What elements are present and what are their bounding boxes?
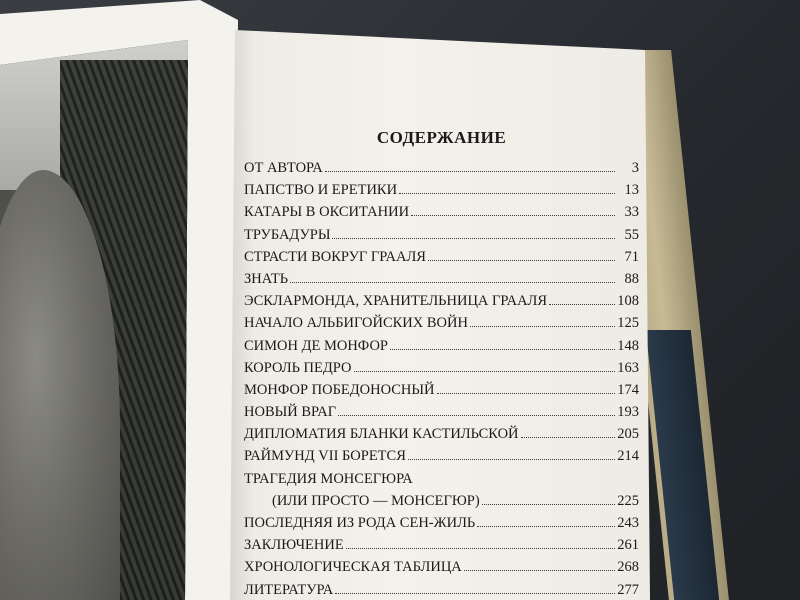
toc-entry <box>244 312 639 334</box>
dot-leader <box>399 193 615 194</box>
toc-entry-page: 55 <box>624 226 639 243</box>
toc-entry-title: ЭСКЛАРМОНДА, ХРАНИТЕЛЬНИЦА ГРААЛЯ <box>244 293 548 310</box>
toc-entry <box>244 423 639 445</box>
toc-entry <box>244 468 639 490</box>
toc-entry-page: 163 <box>617 359 639 376</box>
dot-leader <box>290 282 615 283</box>
toc-entry <box>244 401 639 423</box>
toc-entry-page: 13 <box>624 182 639 199</box>
toc-entry-title: СИМОН ДЕ МОНФОР <box>244 337 388 354</box>
toc-entry-title: ТРАГЕДИЯ МОНСЕГЮРА <box>244 470 413 487</box>
toc-entry <box>244 357 639 379</box>
toc-entry <box>244 290 639 312</box>
toc-entry-page: 261 <box>617 537 639 554</box>
toc-entry <box>244 246 639 268</box>
toc-entry-page: 225 <box>617 492 639 509</box>
dot-leader <box>411 215 615 216</box>
toc-entry-page: 33 <box>624 204 639 221</box>
toc-entry <box>244 534 639 556</box>
toc-entry-title: ТРУБАДУРЫ <box>244 226 331 243</box>
toc-entry <box>244 201 639 223</box>
toc-entry <box>244 556 639 578</box>
toc-entry-title: ЛИТЕРАТУРА <box>244 581 334 598</box>
toc-entry <box>244 224 639 246</box>
dot-leader <box>428 260 615 261</box>
toc-entry <box>244 379 639 401</box>
toc-entry-title: НОВЫЙ ВРАГ <box>244 404 337 421</box>
toc-entry-title: КОРОЛЬ ПЕДРО <box>244 359 352 376</box>
toc-entry-title: РАЙМУНД VII БОРЕТСЯ <box>244 448 406 465</box>
toc-entry-title: ПАПСТВО И ЕРЕТИКИ <box>244 182 398 199</box>
toc-entry <box>244 579 639 600</box>
toc-entry-page: 214 <box>617 448 639 465</box>
dot-leader <box>470 326 615 327</box>
dot-leader <box>325 171 615 172</box>
dot-leader <box>346 548 615 549</box>
toc-entry <box>244 445 639 467</box>
toc-entry-continuation <box>244 490 639 512</box>
toc-entry-title: КАТАРЫ В ОКСИТАНИИ <box>244 204 410 221</box>
toc-entry-page: 88 <box>624 270 639 287</box>
toc-entry-title: ЗНАТЬ <box>244 270 289 287</box>
toc-entry <box>244 335 639 357</box>
toc-entry-title: ОТ АВТОРА <box>244 160 323 176</box>
toc-entry-page: 205 <box>617 426 639 443</box>
toc-entry-title: (ИЛИ ПРОСТО — МОНСЕГЮР) <box>272 492 480 509</box>
dot-leader <box>464 570 615 571</box>
stone-photo <box>0 40 190 600</box>
dot-leader <box>521 437 615 438</box>
toc-entry <box>244 268 639 290</box>
dot-leader <box>477 526 615 527</box>
dot-leader <box>354 371 616 372</box>
toc-heading: СОДЕРЖАНИЕ <box>376 128 507 147</box>
toc-entry <box>244 512 639 534</box>
toc-entry-page: 174 <box>617 381 639 398</box>
dot-leader <box>482 504 615 505</box>
toc-entry <box>244 179 639 201</box>
toc-entry-title: ПОСЛЕДНЯЯ ИЗ РОДА СЕН-ЖИЛЬ <box>244 515 476 531</box>
toc-entry-page: 71 <box>624 248 639 265</box>
toc-entry-title: ДИПЛОМАТИЯ БЛАНКИ КАСТИЛЬСКОЙ <box>244 426 519 443</box>
toc-entry-page: 277 <box>617 581 639 598</box>
dot-leader <box>437 393 616 394</box>
toc-entry-title: СТРАСТИ ВОКРУГ ГРААЛЯ <box>244 248 426 265</box>
dot-leader <box>390 349 615 350</box>
toc-entry-title: ЗАКЛЮЧЕНИЕ <box>244 537 344 554</box>
toc-entry-page: 243 <box>617 515 639 531</box>
toc-entry-page: 148 <box>617 337 639 354</box>
toc-entry-page: 125 <box>617 315 639 332</box>
dot-leader <box>335 593 615 594</box>
toc-entry-title: МОНФОР ПОБЕДОНОСНЫЙ <box>244 381 435 398</box>
toc-entry-title: ХРОНОЛОГИЧЕСКАЯ ТАБЛИЦА <box>244 559 462 576</box>
toc-entry-title: НАЧАЛО АЛЬБИГОЙСКИХ ВОЙН <box>244 315 468 332</box>
table-of-contents <box>244 128 639 600</box>
toc-list <box>244 157 639 600</box>
toc-entry-page: 3 <box>631 160 639 176</box>
dot-leader <box>408 459 615 460</box>
toc-entry-page: 193 <box>617 404 639 421</box>
toc-entry-page: 268 <box>617 559 639 576</box>
dot-leader <box>338 415 615 416</box>
dot-leader <box>332 238 615 239</box>
toc-entry-page: 108 <box>617 293 639 310</box>
toc-entry <box>244 157 639 179</box>
dot-leader <box>549 304 615 305</box>
